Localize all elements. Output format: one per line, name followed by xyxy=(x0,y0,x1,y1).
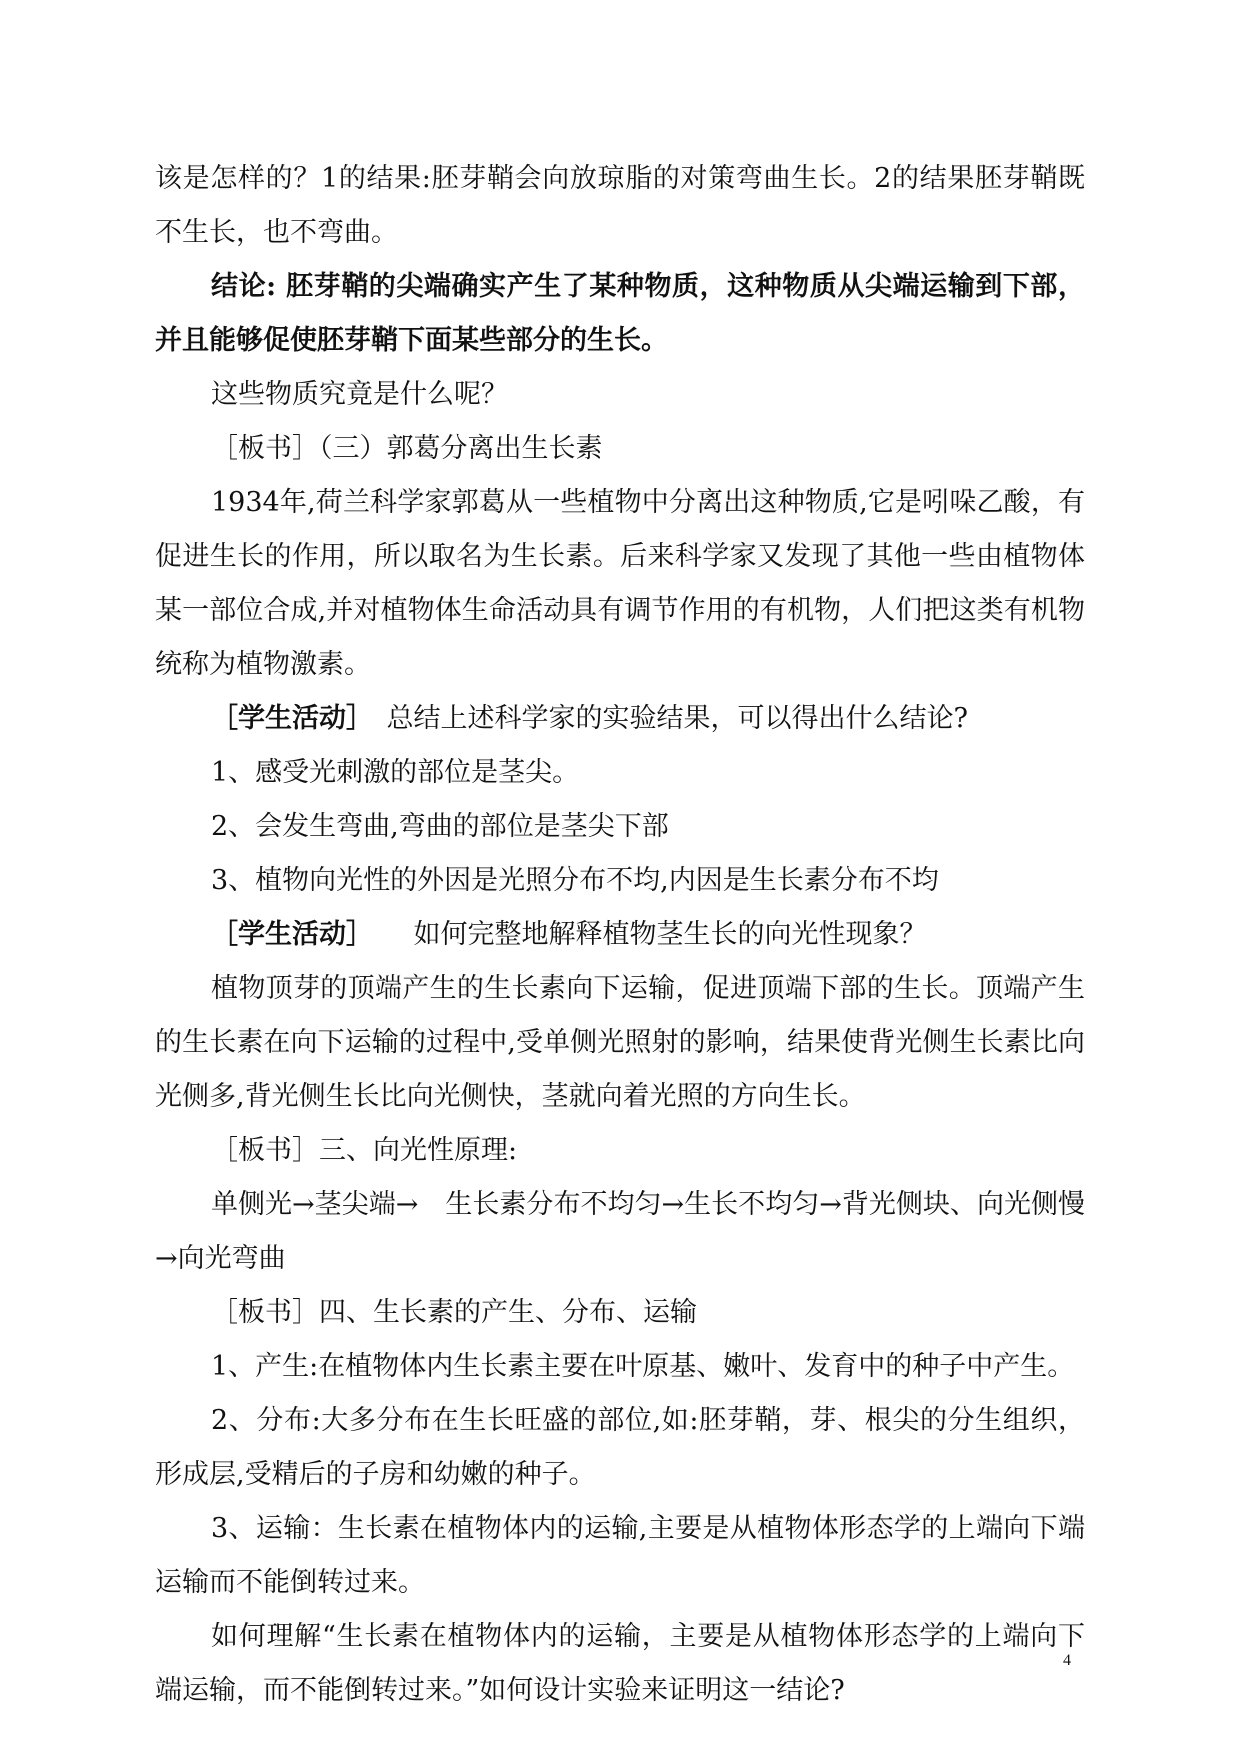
paragraph-principle-chain: 单侧光→茎尖端→ 生长素分布不均匀→生长不均匀→背光侧块、向光侧慢→向光弯曲 xyxy=(155,1189,1085,1274)
paragraph-phototropism-explanation: 植物顶芽的顶端产生的生长素向下运输，促进顶端下部的生长。顶端产生的生长素在向下运输的过程中,受单侧光照射的影响，结果使背光侧生长素比向光侧多,背光侧生长比向光侧快，茎就向着光照的方向生长。 xyxy=(155,973,1085,1112)
document-body xyxy=(155,152,1085,1718)
paragraph-board-heading-4: ［板书］四、生长素的产生、分布、运输 xyxy=(211,1297,697,1328)
student-activity-label: ［学生活动］ xyxy=(211,919,360,950)
paragraph-went-discovery: 1934年,荷兰科学家郭葛从一些植物中分离出这种物质,它是吲哚乙酸，有促进生长的作用，所以取名为生长素。后来科学家又发现了其他一些由植物体某一部位合成,并对植物体生命活动具有调节作用的有机物，人们把这类有机物统称为植物激素。 xyxy=(155,487,1085,680)
paragraph-board-heading-3: ［板书］（三）郭葛分离出生长素 xyxy=(211,433,603,464)
paragraph-distribution: 2、分布:大多分布在生长旺盛的部位,如:胚芽鞘，芽、根尖的分生组织，形成层,受精后的子房和幼嫩的种子。 xyxy=(155,1405,1085,1490)
paragraph-transport: 3、运输：生长素在植物体内的运输,主要是从植物体形态学的上端向下端运输而不能倒转过来。 xyxy=(155,1513,1085,1598)
paragraph-student-activity-2 xyxy=(155,908,1085,962)
paragraph-result: 该是怎样的？1的结果:胚芽鞘会向放琼脂的对策弯曲生长。2的结果胚芽鞘既不生长，也不弯曲。 xyxy=(155,163,1085,248)
paragraph-board-heading-principle: ［板书］三、向光性原理: xyxy=(211,1135,518,1166)
page-number: 4 xyxy=(1063,1652,1071,1669)
paragraph-experiment-question: 如何理解“生长素在植物体内的运输，主要是从植物体形态学的上端向下端运输，而不能倒转过来。”如何设计实验来证明这一结论? xyxy=(155,1621,1085,1706)
paragraph-production: 1、产生:在植物体内生长素主要在叶原基、嫩叶、发育中的种子中产生。 xyxy=(211,1351,1075,1382)
paragraph-conclusion: 结论: 胚芽鞘的尖端确实产生了某种物质，这种物质从尖端运输到下部，并且能够促使胚芽鞘下面某些部分的生长。 xyxy=(155,271,1085,356)
student-activity-text: 如何完整地解释植物茎生长的向光性现象？ xyxy=(359,919,927,950)
student-activity-label: ［学生活动］ xyxy=(211,703,360,734)
paragraph-conclusion-item-3: 3、植物向光性的外因是光照分布不均,内因是生长素分布不均 xyxy=(211,865,939,896)
student-activity-text: 总结上述科学家的实验结果，可以得出什么结论? xyxy=(359,703,968,734)
paragraph-question: 这些物质究竟是什么呢？ xyxy=(211,379,508,410)
paragraph-student-activity-1 xyxy=(155,692,1085,746)
paragraph-conclusion-item-2: 2、会发生弯曲,弯曲的部位是茎尖下部 xyxy=(211,811,669,842)
paragraph-conclusion-item-1: 1、感受光刺激的部位是茎尖。 xyxy=(211,757,580,788)
